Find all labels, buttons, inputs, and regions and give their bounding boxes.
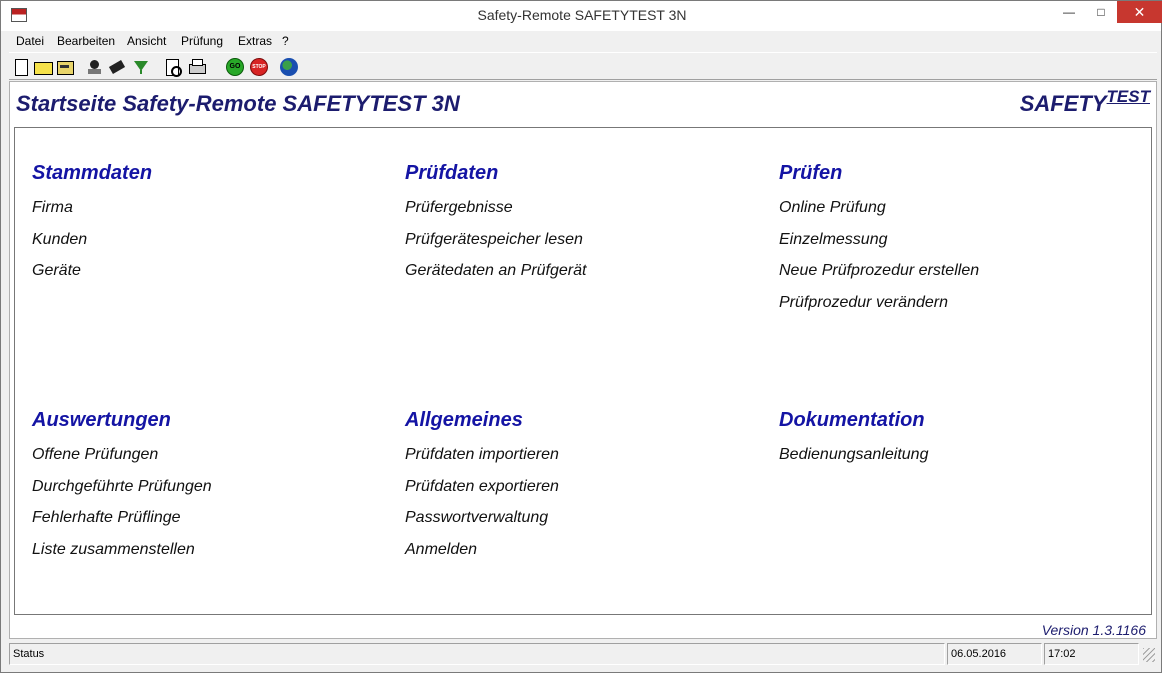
stop-icon[interactable]: STOP — [249, 57, 269, 77]
section-heading: Auswertungen — [32, 409, 171, 431]
status-bar — [9, 642, 1157, 666]
menu-bearbeiten[interactable]: Bearbeiten — [57, 34, 116, 48]
status-text: Status — [9, 643, 945, 665]
link-pruefergebnisse[interactable]: Prüfergebnisse — [405, 199, 513, 216]
section-allgemeines — [405, 409, 559, 573]
status-date: 06.05.2016 — [947, 643, 1042, 665]
link-passwortverwaltung[interactable]: Passwortverwaltung — [405, 509, 549, 527]
go-icon[interactable]: GO — [225, 57, 245, 77]
filter-icon[interactable] — [131, 57, 151, 77]
close-button[interactable]: ✕ — [1117, 1, 1162, 23]
link-kunden[interactable]: Kunden — [32, 230, 88, 248]
link-pruefprozedur-veraendern[interactable]: Prüfprozedur verändern — [779, 294, 948, 312]
link-online-pruefung[interactable]: Online Prüfung — [779, 199, 886, 216]
globe-icon[interactable] — [279, 57, 299, 77]
link-pruefgeraetespeicher-lesen[interactable]: Prüfgerätespeicher lesen — [405, 230, 583, 248]
version-label: Version 1.3.1166 — [1041, 622, 1146, 638]
link-neue-pruefprozedur[interactable]: Neue Prüfprozedur erstellen — [779, 262, 980, 280]
link-geraetedaten-an-pruefgeraet[interactable]: Gerätedaten an Prüfgerät — [405, 262, 587, 280]
brand-logo — [1019, 87, 1150, 117]
print-preview-icon[interactable] — [163, 57, 183, 77]
link-durchgefuehrte-pruefungen[interactable]: Durchgeführte Prüfungen — [32, 477, 212, 495]
link-pruefdaten-importieren[interactable]: Prüfdaten importieren — [405, 446, 559, 463]
menu-extras[interactable]: Extras — [238, 34, 273, 48]
toolbar — [9, 52, 1157, 80]
print-icon[interactable] — [187, 57, 207, 77]
section-heading: Allgemeines — [405, 409, 523, 431]
link-geraete[interactable]: Geräte — [32, 262, 81, 280]
section-dokumentation — [779, 409, 928, 478]
section-pruefen — [779, 162, 979, 326]
link-pruefdaten-exportieren[interactable]: Prüfdaten exportieren — [405, 477, 559, 495]
content-panel — [14, 127, 1152, 615]
link-bedienungsanleitung[interactable]: Bedienungsanleitung — [779, 446, 929, 463]
menu-datei[interactable]: Datei — [16, 34, 45, 48]
save-icon[interactable] — [55, 57, 75, 77]
link-firma[interactable]: Firma — [32, 199, 73, 216]
status-time: 17:02 — [1044, 643, 1139, 665]
link-offene-pruefungen[interactable]: Offene Prüfungen — [32, 446, 159, 463]
start-page — [9, 81, 1157, 639]
brand-main: SAFETY — [1019, 91, 1107, 116]
link-einzelmessung[interactable]: Einzelmessung — [779, 230, 888, 248]
maximize-button[interactable]: □ — [1097, 5, 1105, 19]
link-anmelden[interactable]: Anmelden — [405, 541, 478, 559]
link-liste-zusammenstellen[interactable]: Liste zusammenstellen — [32, 541, 195, 559]
brand-sup: TEST — [1106, 87, 1150, 106]
eraser-icon[interactable] — [107, 57, 127, 77]
section-heading: Prüfdaten — [405, 162, 499, 184]
minimize-button[interactable]: — — [1063, 5, 1075, 19]
section-heading: Dokumentation — [779, 409, 925, 431]
section-stammdaten — [32, 162, 152, 294]
menu-pruefung[interactable]: Prüfung — [181, 34, 224, 48]
section-pruefdaten — [405, 162, 586, 294]
section-heading: Stammdaten — [32, 162, 153, 184]
new-document-icon[interactable] — [11, 57, 31, 77]
window-title: Safety-Remote SAFETYTEST 3N — [477, 7, 687, 23]
link-fehlerhafte-prueflinge[interactable]: Fehlerhafte Prüflinge — [32, 509, 181, 527]
open-folder-icon[interactable] — [33, 57, 53, 77]
page-title: Startseite Safety-Remote SAFETYTEST 3N — [16, 91, 460, 116]
find-person-icon[interactable] — [85, 57, 105, 77]
section-auswertungen — [32, 409, 212, 573]
menu-bar — [9, 31, 1157, 51]
title-bar — [1, 1, 1161, 31]
menu-ansicht[interactable]: Ansicht — [127, 34, 167, 48]
menu-help[interactable]: ? — [282, 34, 289, 48]
resize-grip[interactable] — [1143, 648, 1155, 662]
section-heading: Prüfen — [779, 162, 843, 184]
